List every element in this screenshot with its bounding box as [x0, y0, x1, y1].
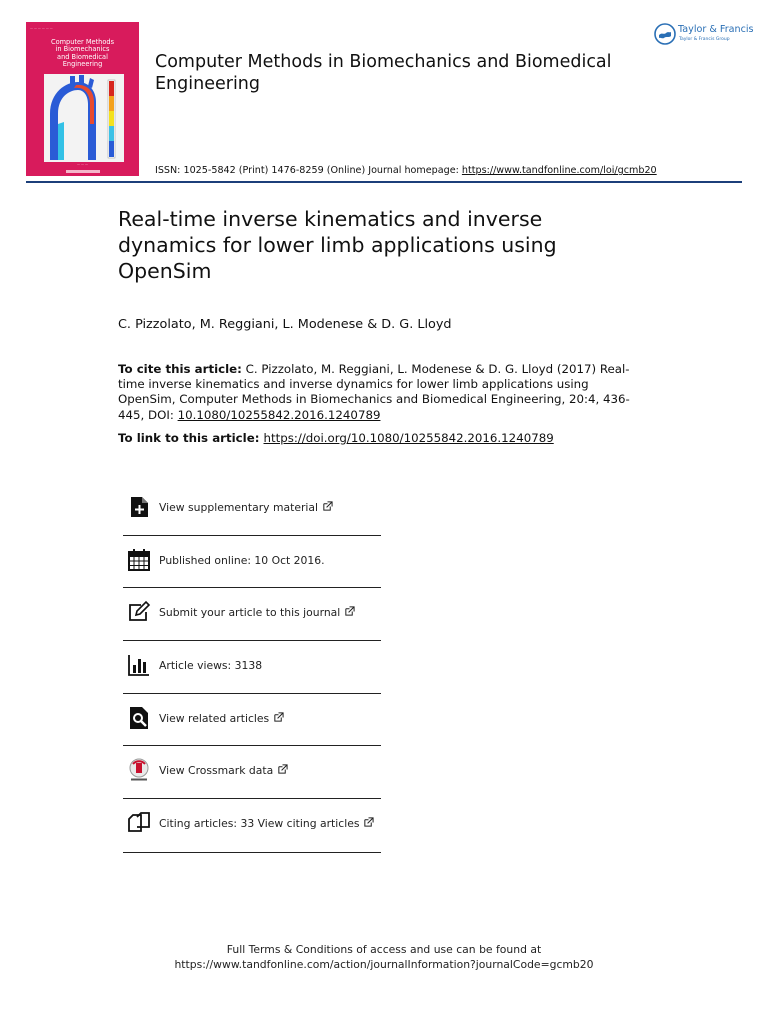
citing-articles-label: Citing articles: 33 View citing articles	[159, 817, 360, 831]
journal-title-line: Computer Methods in Biomechanics and Biomedical	[155, 52, 612, 72]
related-articles-row[interactable]	[123, 694, 381, 747]
crossmark-label: View Crossmark data	[159, 764, 274, 778]
document-plus-icon	[127, 495, 151, 519]
supplementary-material-label: View supplementary material	[159, 501, 319, 514]
article-title-line: OpenSim	[118, 259, 212, 283]
edit-icon	[127, 600, 151, 624]
cover-title-line: and Biomedical	[57, 52, 108, 61]
publisher-group: Taylor & Francis Group	[679, 37, 730, 42]
cover-aorta-image	[44, 74, 124, 162]
article-info-list	[123, 483, 381, 852]
article-title	[118, 206, 678, 284]
published-online-text: Published online: 10 Oct 2016.	[159, 553, 325, 567]
submit-article-label: Submit your article to this journal	[159, 606, 341, 620]
cover-title-line: Computer Methods	[50, 38, 115, 46]
cover-title-line: in Biomechanics	[55, 45, 110, 54]
external-link-icon	[363, 817, 374, 828]
journal-title-line: Engineering	[155, 74, 260, 94]
crossmark-icon	[127, 758, 151, 782]
article-title-line: dynamics for lower limb applications using	[118, 233, 557, 257]
external-link-icon	[273, 712, 284, 723]
citation-label: To cite this article:	[118, 362, 242, 376]
terms-footer	[0, 942, 768, 973]
info-row-text	[159, 817, 374, 830]
calendar-icon	[127, 548, 151, 572]
external-link-icon	[277, 764, 288, 775]
article-link-label: To link to this article:	[118, 431, 264, 445]
journal-homepage-link[interactable]: https://www.tandfonline.com/loi/gcmb20	[461, 165, 657, 176]
article-authors: C. Pizzolato, M. Reggiani, L. Modenese & D. G. Lloyd	[118, 317, 452, 332]
article-doi-link[interactable]: https://doi.org/10.1080/10255842.2016.1240789	[263, 431, 554, 445]
issn-text: ISSN: 1025-5842 (Print) 1476-8259 (Online) Journal homepage:	[155, 165, 462, 176]
article-views-row	[123, 641, 381, 694]
citation-block	[118, 362, 638, 423]
bar-chart-icon	[127, 653, 151, 677]
row-divider	[123, 852, 381, 853]
external-link-icon	[344, 606, 355, 617]
journal-cover	[26, 22, 139, 176]
article-title-line: Real-time inverse kinematics and inverse	[118, 207, 543, 231]
journal-title	[155, 51, 635, 95]
info-row-text	[159, 606, 355, 619]
info-row-text	[159, 501, 333, 514]
terms-footer-link[interactable]: https://www.tandfonline.com/action/journalInformation?journalCode=gcmb20	[174, 958, 594, 972]
published-online-row	[123, 536, 381, 589]
cover-title-line: Engineering	[62, 60, 103, 69]
cover-publisher-mark	[66, 170, 100, 173]
article-views-text: Article views: 3138	[159, 659, 263, 673]
cover-title	[32, 39, 133, 69]
cover-editors: — — —	[77, 162, 88, 166]
crossmark-row[interactable]	[123, 746, 381, 799]
submit-article-row[interactable]	[123, 588, 381, 641]
info-row-text	[159, 764, 288, 777]
header-divider	[26, 181, 742, 183]
external-link-icon	[322, 501, 333, 512]
taylor-francis-icon	[654, 23, 676, 45]
document-search-icon	[127, 706, 151, 730]
article-link-line	[118, 431, 554, 445]
publisher-name: Taylor & Francis	[678, 24, 754, 35]
related-articles-label: View related articles	[159, 711, 270, 725]
issn-line	[155, 165, 657, 176]
publisher-logo[interactable]	[654, 22, 754, 46]
info-row-text	[159, 712, 284, 725]
citing-articles-row[interactable]	[123, 799, 381, 852]
terms-footer-line: Full Terms & Conditions of access and use can be found at	[226, 943, 542, 956]
supplementary-material-row[interactable]	[123, 483, 381, 536]
citation-doi-link[interactable]: 10.1080/10255842.2016.1240789	[177, 407, 381, 422]
citation-text: C. Pizzolato, M. Reggiani, L. Modenese & D. G. Lloyd (2017) Real-time inverse kinematics and inverse dynamics for lower limb applications using OpenSim, Computer Methods in Biomechanics and Biomedical Engineering, 20:4, 436-445, DOI:	[118, 362, 630, 422]
citing-articles-icon	[127, 811, 151, 835]
cover-issue-line: — — — — — —	[30, 26, 53, 30]
